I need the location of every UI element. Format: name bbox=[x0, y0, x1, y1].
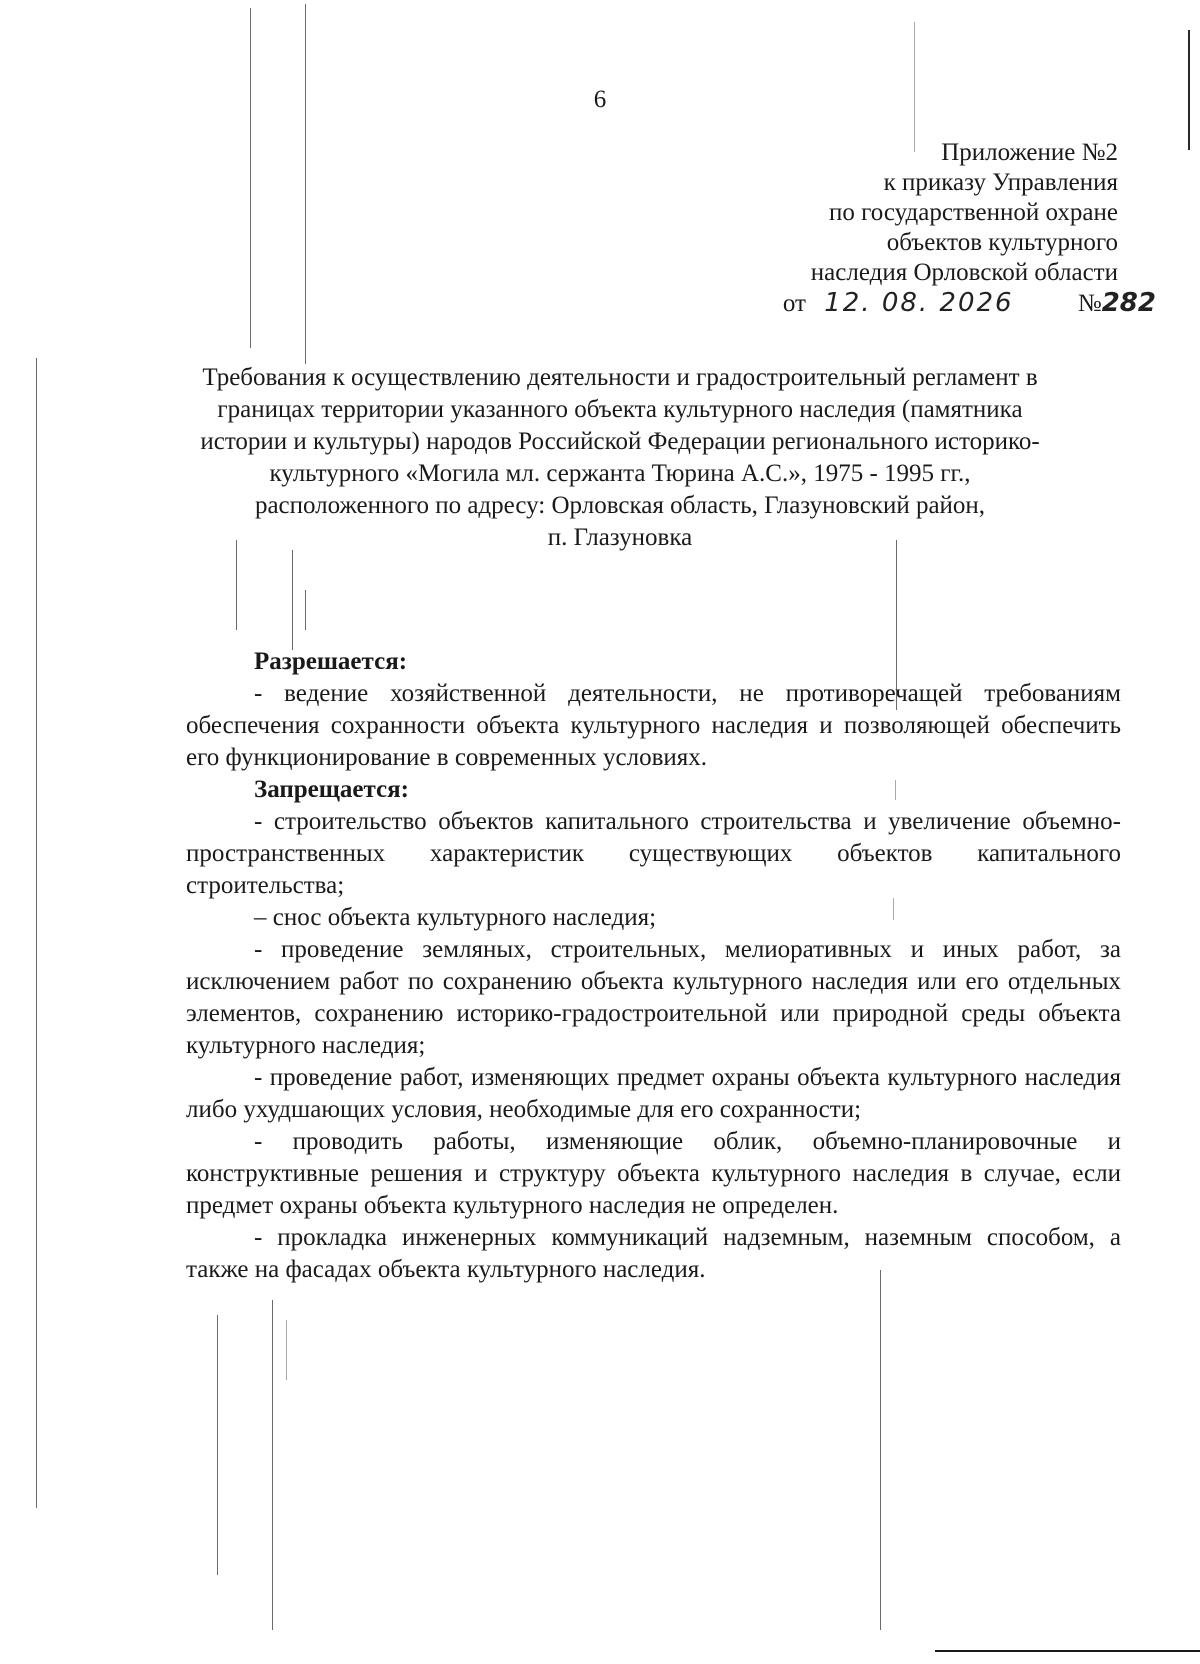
document-title bbox=[160, 362, 1080, 554]
appendix-line: к приказу Управления bbox=[883, 169, 1118, 196]
allowed-heading: Разрешается: bbox=[254, 648, 408, 675]
scan-artifact-line bbox=[292, 550, 293, 650]
scan-artifact-line bbox=[305, 4, 306, 364]
title-line: п. Глазуновка bbox=[547, 524, 693, 551]
forbidden-item: - проведение земляных, строительных, мелиоративных и иных работ, за исключением работ по сохранению объекта культурного наследия или его отдельных элементов, сохранению историко-градостроительной или природной среды объекта культурного наследия; bbox=[186, 936, 1121, 1059]
appendix-line: объектов культурного bbox=[886, 229, 1118, 256]
forbidden-item: – снос объекта культурного наследия; bbox=[254, 904, 657, 931]
from-label: от bbox=[782, 290, 806, 317]
appendix-line: Приложение №2 bbox=[941, 139, 1118, 166]
order-date-number-line bbox=[783, 288, 1156, 319]
handwritten-date: 12. 08. 2026 bbox=[824, 288, 1014, 318]
scan-artifact-line bbox=[217, 1315, 218, 1575]
title-line: Требования к осуществлению деятельности и градостроительный регламент в bbox=[202, 364, 1038, 391]
page-number: 6 bbox=[593, 86, 607, 113]
forbidden-item: - проводить работы, изменяющие облик, объемно-планировочные и конструктивные решения и структуру объекта культурного наследия в случае, если предмет охраны объекта культурного наследия не определен. bbox=[186, 1128, 1121, 1219]
forbidden-item: - проведение работ, изменяющих предмет охраны объекта культурного наследия либо ухудшающих условия, необходимые для его сохранности; bbox=[186, 1064, 1121, 1123]
handwritten-number: 282 bbox=[1101, 288, 1156, 318]
scan-artifact-line bbox=[250, 8, 251, 348]
scan-artifact-line bbox=[36, 358, 37, 1508]
forbidden-heading: Запрещается: bbox=[254, 776, 410, 803]
title-line: границах территории указанного объекта культурного наследия (памятника bbox=[217, 396, 1023, 423]
appendix-line: наследия Орловской области bbox=[810, 259, 1118, 286]
document-body bbox=[186, 646, 1121, 1286]
forbidden-item: - прокладка инженерных коммуникаций надземным, наземным способом, а также на фасадах объекта культурного наследия. bbox=[186, 1224, 1121, 1283]
title-line: расположенного по адресу: Орловская область, Глазуновский район, bbox=[254, 492, 986, 519]
title-line: культурного «Могила мл. сержанта Тюрина А.С.», 1975 - 1995 гг., bbox=[269, 460, 971, 487]
scan-artifact-line bbox=[305, 590, 306, 630]
appendix-header bbox=[782, 138, 1156, 319]
scan-artifact-line bbox=[272, 1300, 273, 1630]
title-line: истории и культуры) народов Российской Федерации регионального историко- bbox=[200, 428, 1040, 455]
scan-artifact-edge bbox=[935, 1650, 1200, 1652]
number-label: № bbox=[1077, 290, 1102, 317]
scan-artifact-line bbox=[880, 1270, 881, 1630]
scan-artifact-line bbox=[286, 1320, 287, 1380]
appendix-line: по государственной охране bbox=[828, 199, 1118, 226]
forbidden-item: - строительство объектов капитального строительства и увеличение объемно-пространственных характеристик существующих объектов капитального строительства; bbox=[186, 808, 1121, 899]
allowed-item: - ведение хозяйственной деятельности, не противоречащей требованиям обеспечения сохранности объекта культурного наследия и позволяющей обеспечить его функционирование в современных условиях. bbox=[186, 680, 1121, 771]
